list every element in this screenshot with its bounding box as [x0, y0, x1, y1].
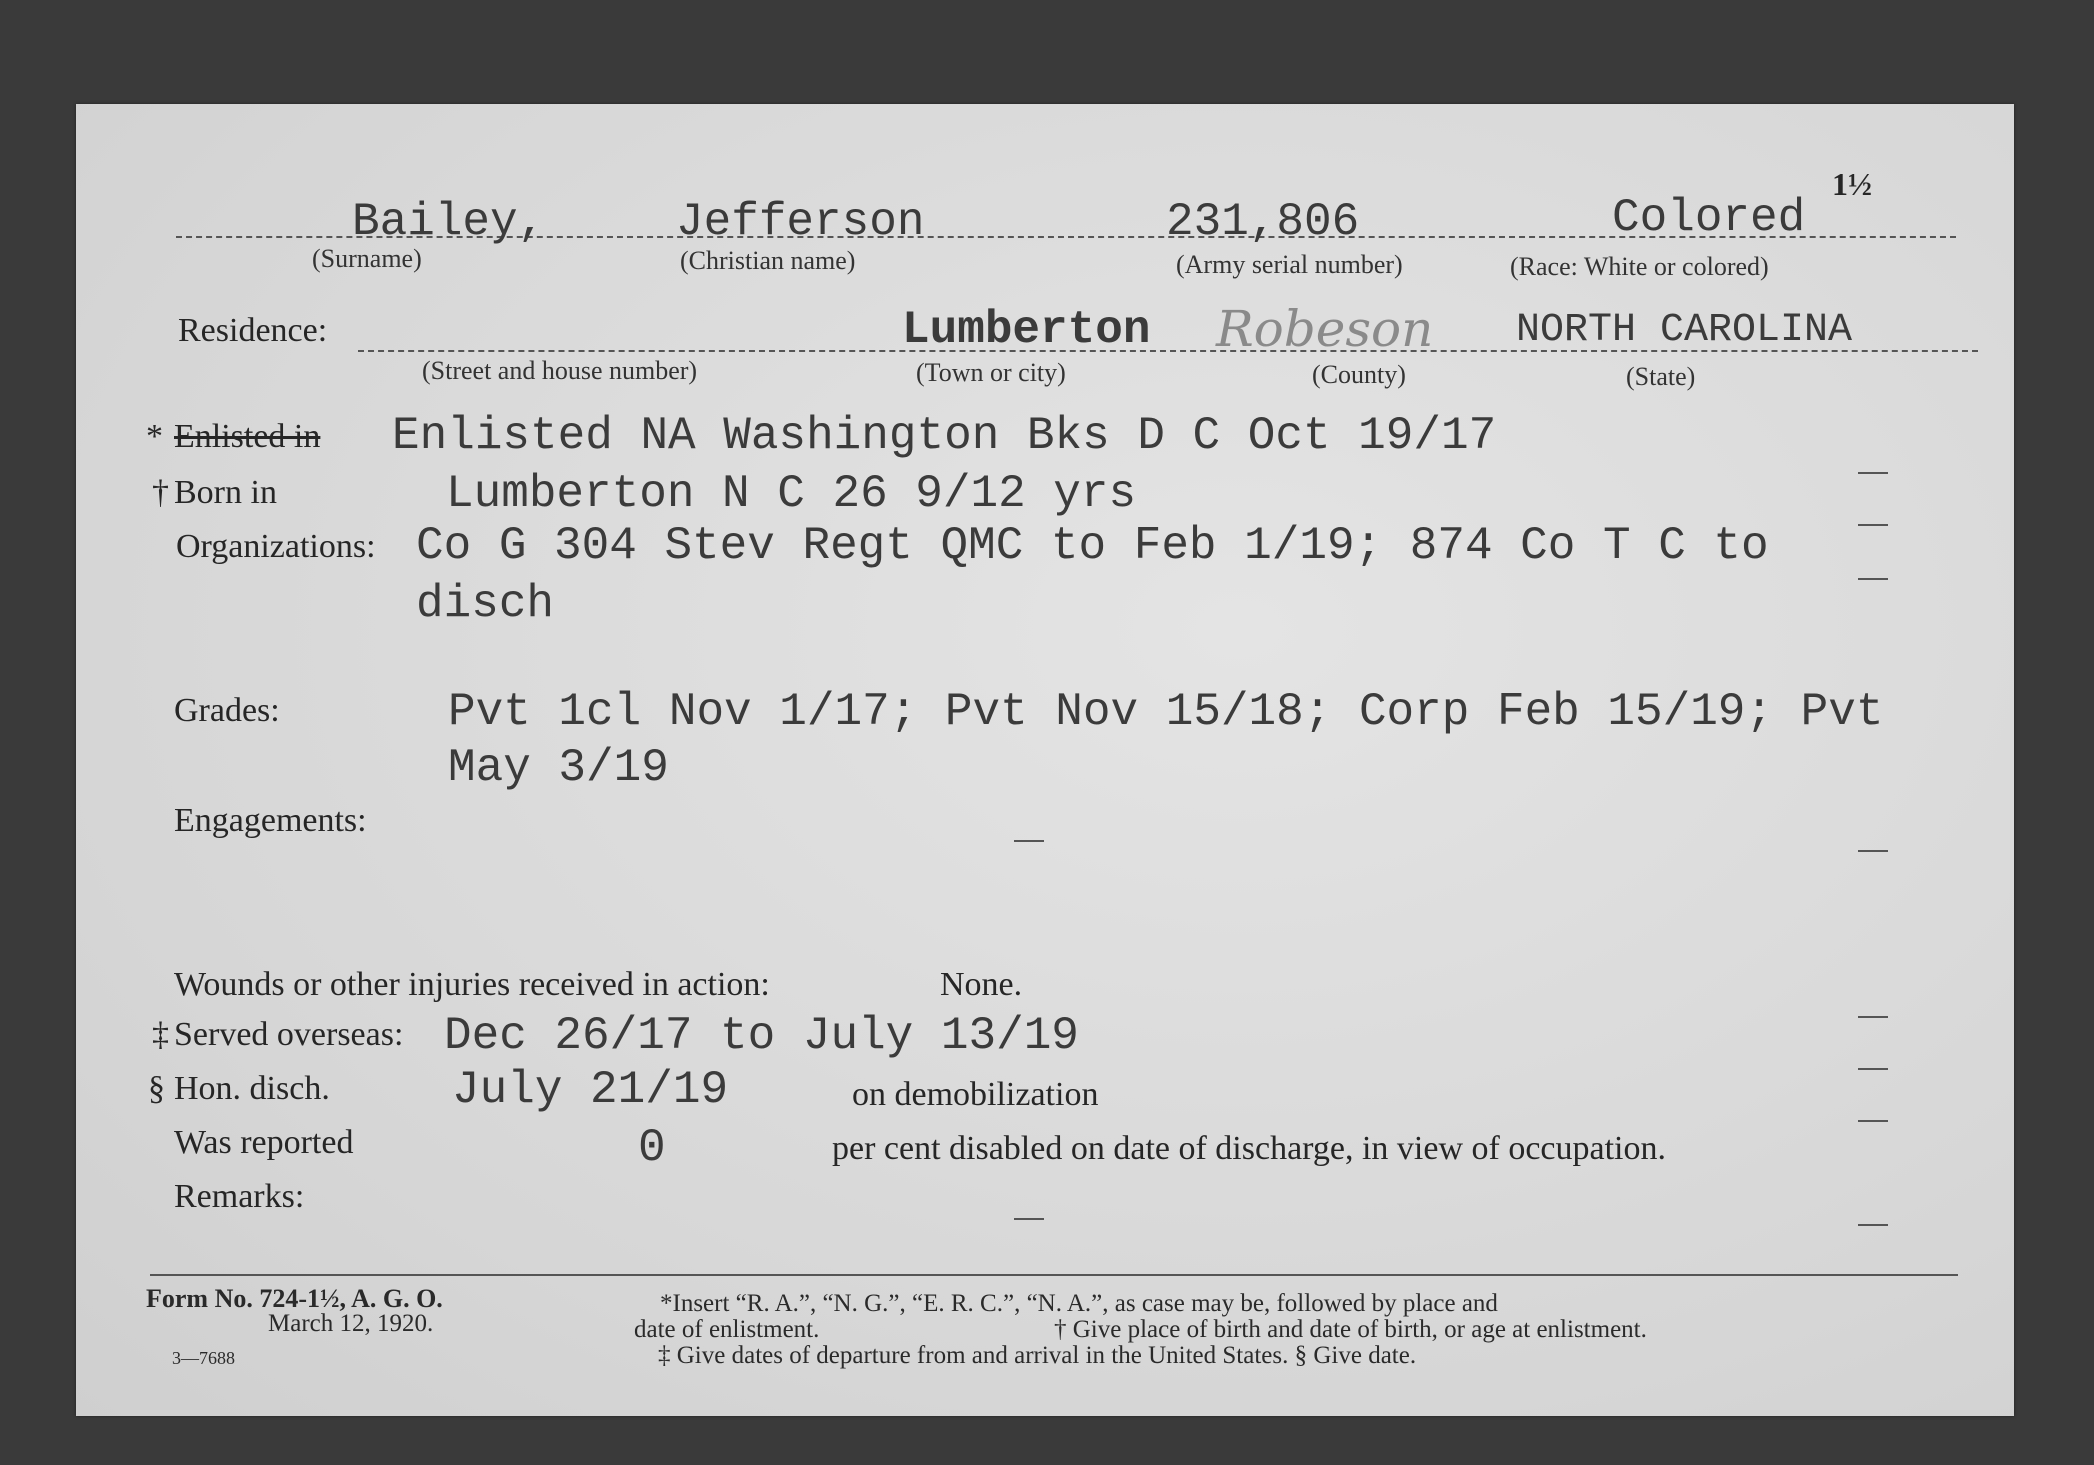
disabled-percent-value: 0 — [638, 1122, 666, 1174]
print-code: 3—7688 — [172, 1348, 235, 1368]
footnote-enlistment-date: date of enlistment. — [634, 1316, 820, 1343]
margin-mark — [1858, 472, 1888, 474]
margin-mark — [1858, 524, 1888, 526]
enlisted-label: Enlisted in — [174, 418, 321, 455]
overseas-label: Served overseas: — [174, 1016, 404, 1053]
grades-line-1: Pvt 1cl Nov 1/17; Pvt Nov 15/18; Corp Feb 15/19; Pvt — [448, 686, 1884, 738]
christian-name-caption: (Christian name) — [680, 246, 856, 275]
discharge-reason-value: on demobilization — [852, 1076, 1099, 1113]
state-caption: (State) — [1626, 362, 1696, 391]
discharge-marker: § — [148, 1070, 165, 1107]
surname-caption: (Surname) — [312, 244, 422, 273]
reported-label: Was reported — [174, 1124, 354, 1161]
town-value: Lumberton — [902, 304, 1151, 356]
card-number: 1½ — [1832, 166, 1872, 202]
service-record-card — [76, 104, 2014, 1416]
margin-mark — [1858, 1016, 1888, 1018]
grades-line-2: May 3/19 — [448, 742, 669, 794]
engagements-label: Engagements: — [174, 802, 367, 839]
enlisted-marker: * — [146, 418, 163, 455]
form-number: Form No. 724-1½, A. G. O. — [146, 1284, 443, 1313]
state-value: NORTH CAROLINA — [1516, 308, 1853, 353]
footnote-birth: † Give place of birth and date of birth, or age at enlistment. — [1054, 1316, 1647, 1343]
born-marker: † — [152, 474, 169, 511]
born-value: Lumberton N C 26 9/12 yrs — [446, 468, 1137, 520]
discharge-label: Hon. disch. — [174, 1070, 330, 1107]
enlisted-value: Enlisted NA Washington Bks D C Oct 19/17 — [392, 410, 1497, 462]
serial-number-value: 231,806 — [1166, 196, 1360, 248]
town-caption: (Town or city) — [916, 358, 1066, 387]
margin-mark — [1858, 1120, 1888, 1122]
organizations-label: Organizations: — [176, 528, 376, 565]
race-value: Colored — [1612, 192, 1806, 244]
christian-name-value: Jefferson — [676, 196, 925, 248]
footnote-overseas: ‡ Give dates of departure from and arrival in the United States. § Give date. — [658, 1342, 1417, 1369]
wounds-label: Wounds or other injuries received in action: — [174, 966, 770, 1003]
overseas-marker: ‡ — [152, 1016, 169, 1053]
organizations-line-2: disch — [416, 578, 555, 630]
margin-mark — [1858, 578, 1888, 580]
grades-label: Grades: — [174, 692, 280, 729]
margin-mark — [1858, 1224, 1888, 1226]
overseas-value: Dec 26/17 to July 13/19 — [444, 1010, 1079, 1062]
born-label: Born in — [174, 474, 277, 511]
county-caption: (County) — [1312, 360, 1406, 389]
residence-label: Residence: — [178, 312, 328, 349]
county-value: Robeson — [1216, 300, 1434, 358]
disabled-text: per cent disabled on date of discharge, in view of occupation. — [832, 1130, 1666, 1167]
form-date: March 12, 1920. — [268, 1310, 434, 1337]
wounds-value: None. — [940, 966, 1023, 1003]
street-caption: (Street and house number) — [422, 356, 698, 385]
footnote-enlistment: *Insert “R. A.”, “N. G.”, “E. R. C.”, “N. A.”, as case may be, followed by place and — [660, 1290, 1498, 1317]
surname-value: Bailey, — [352, 196, 546, 248]
margin-mark — [1014, 1218, 1044, 1220]
footer-rule — [150, 1274, 1958, 1276]
organizations-line-1: Co G 304 Stev Regt QMC to Feb 1/19; 874 Co T C to — [416, 520, 1769, 572]
remarks-label: Remarks: — [174, 1178, 305, 1215]
margin-mark — [1858, 850, 1888, 852]
margin-mark — [1014, 840, 1044, 842]
serial-number-caption: (Army serial number) — [1176, 250, 1403, 279]
margin-mark — [1858, 1068, 1888, 1070]
discharge-date-value: July 21/19 — [452, 1064, 729, 1116]
race-caption: (Race: White or colored) — [1510, 252, 1769, 281]
